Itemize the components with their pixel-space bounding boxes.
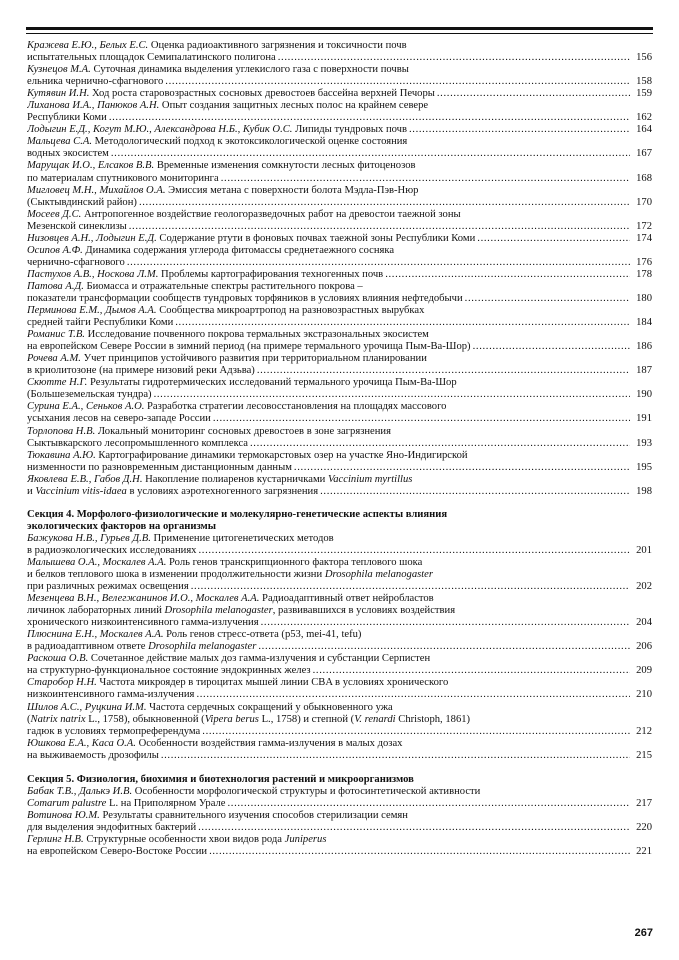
toc-entry-text: низменности по разновременным дистанционным данным (27, 461, 292, 473)
toc-entry[interactable] (27, 136, 652, 160)
leader-dots (165, 76, 630, 88)
leader-dots (257, 365, 630, 377)
toc-entry[interactable] (27, 810, 652, 834)
section-heading-line: экологических факторов на организмы (27, 520, 217, 532)
toc-entry-line (27, 750, 652, 762)
toc-entry-line (27, 726, 652, 738)
toc-entry[interactable] (27, 64, 652, 88)
toc-entry-text: чернично-сфагнового (27, 256, 125, 268)
toc-entry-line: Кузнецов М.А. Суточная динамика выделения углекислого газа с поверхности почвы (27, 64, 409, 76)
leader-dots (129, 221, 630, 233)
toc-page-number: 186 (636, 341, 652, 353)
toc-page-number: 190 (636, 389, 652, 401)
toc-entry[interactable] (27, 653, 652, 677)
leader-dots (465, 293, 630, 305)
toc-entry-line (27, 665, 652, 677)
toc-entry-line (27, 76, 652, 88)
toc-page-number: 180 (636, 292, 652, 304)
toc-entry-text: для выделения эндофитных бактерий (27, 821, 197, 833)
toc-entry-text: испытательных площадок Семипалатинского полигона (27, 52, 276, 64)
toc-entry-line: Вотинова Ю.М. Результаты сравнительного изучения способов стерилизации семян (27, 809, 408, 821)
toc-entry-text: на европейском Севере России в зимний период (на примере термального урочища Пым-Ва-Шор) (27, 341, 471, 353)
toc-entry-line (27, 438, 652, 450)
toc-entry-text: низкоинтенсивного гамма-излучения (27, 689, 195, 701)
toc-entry-text: в радиоадаптивном ответе Drosophila melanogaster (27, 641, 257, 653)
toc-entry-line: Юшкова Е.А., Каса О.А. Особенности воздействия гамма-излучения в малых дозах (27, 737, 403, 749)
toc-entry-line: Марущак И.О., Елсаков В.В. Временные изменения сомкнутости лесных фитоценозов (27, 160, 416, 172)
toc-entry-text: водных экосистем (27, 148, 109, 160)
toc-page-number: 191 (636, 413, 652, 425)
toc-entry-line (27, 581, 652, 593)
toc-page-number: 162 (636, 112, 652, 124)
toc-entry-line (27, 822, 652, 834)
toc-entry-text: Кутявин И.Н. Ход роста старовозрастных сосновых древостоев бассейна верхней Печоры (27, 88, 435, 100)
toc-entry-line (27, 52, 652, 64)
toc-entry-line (27, 641, 652, 653)
leader-dots (385, 269, 630, 281)
leader-dots (111, 148, 630, 160)
leader-dots (278, 52, 630, 64)
toc-entry-line: Раскоша О.В. Сочетанное действие малых доз гамма-излучения и субстанции Серпистен (27, 653, 431, 665)
toc-page-number: 170 (636, 196, 652, 208)
toc-entry[interactable] (27, 209, 652, 233)
toc-entry[interactable] (27, 233, 652, 245)
toc-entry-line (27, 148, 652, 160)
toc-entry-line: Малышева О.А., Москалев А.А. Роль генов транскрипционного фактора теплового шока (27, 556, 423, 568)
toc-entry-line (27, 317, 652, 329)
leader-dots (473, 341, 630, 353)
toc-page-number: 156 (636, 52, 652, 64)
toc-entry-text: по материалам спутникового мониторинга (27, 172, 219, 184)
top-rule-thick (26, 27, 653, 30)
toc-entry-line (27, 269, 652, 281)
toc-page-number: 220 (636, 821, 652, 833)
leader-dots (261, 617, 630, 629)
leader-dots (139, 197, 630, 209)
leader-dots (409, 124, 630, 136)
toc-page-number: 206 (636, 641, 652, 653)
toc-entry-line: (Natrix natrix L., 1758), обыкновенной (Vipera berus L., 1758) и степной (V. renardi Christoph, 1861) (27, 713, 471, 725)
toc-page-number: 198 (636, 485, 652, 497)
toc-page-number: 187 (636, 365, 652, 377)
toc-entry-line: Шилов А.С., Руцкина И.М. Частота сердечных сокращений у обыкновенного ужа (27, 701, 393, 713)
toc-entry-text: Comarum palustre L. на Приполярном Урале (27, 797, 226, 809)
toc-entry-line (27, 341, 652, 353)
leader-dots (477, 233, 630, 245)
toc-entry-line (27, 389, 652, 401)
toc-entry-line (27, 413, 652, 425)
toc-entry-line: Яковлева Е.В., Габов Д.Н. Накопление полиаренов кустарничками Vaccinium myrtillus (27, 473, 413, 485)
toc-entry-text: Лодыгин Е.Д., Когут М.Ю., Александрова Н.Б., Кубик О.С. Липиды тундровых почв (27, 124, 407, 136)
toc-entry[interactable] (27, 401, 652, 425)
toc-entry-text: на структурно-функциональное состояние эндокринных желез (27, 665, 311, 677)
toc-entry-text: (Сыктывдинский район) (27, 196, 137, 208)
toc-page-number: 201 (636, 544, 652, 556)
leader-dots (198, 545, 630, 557)
toc-entry-line: личинок лабораторных линий Drosophila melanogaster, развивавшихся в условиях воздействия (27, 605, 456, 617)
toc-entry-line: Торлопова Н.В. Локальный мониторинг сосновых древостоев в зоне загрязнения (27, 425, 391, 437)
toc-entry[interactable] (27, 88, 652, 100)
toc-entry-line (27, 617, 652, 629)
toc-page-number: 217 (636, 797, 652, 809)
page-number: 267 (634, 927, 653, 939)
toc-entry[interactable] (27, 702, 652, 738)
toc-entry-line (27, 173, 652, 185)
toc-entry-text: и Vaccinium vitis-idaea в условиях аэротехногенного загрязнения (27, 485, 319, 497)
toc-entry[interactable] (27, 185, 652, 209)
leader-dots (227, 798, 630, 810)
toc-entry[interactable] (27, 124, 652, 136)
toc-entry[interactable] (27, 629, 652, 653)
toc-entry[interactable] (27, 533, 652, 557)
leader-dots (154, 389, 630, 401)
toc-entry-text: усыхания лесов на северо-западе России (27, 413, 211, 425)
toc-entry-line: Бабак Т.В., Далькэ И.В. Особенности морфологической структуры и фотосинтетической активности (27, 785, 481, 797)
toc-entry[interactable] (27, 593, 652, 629)
toc-entry[interactable] (27, 786, 652, 810)
toc-entry-line (27, 689, 652, 701)
toc-entry-line: Патова А.Д. Биомасса и отражательные спектры растительного покрова – (27, 280, 363, 292)
toc-entry-line (27, 365, 652, 377)
leader-dots (196, 689, 630, 701)
toc-page-number: 159 (636, 88, 652, 100)
toc-entry-line: Старобор Н.Н. Частота микроядер в тироцитах мышей линии CBA в условиях хронического (27, 677, 449, 689)
toc-entry-line (27, 846, 652, 858)
toc-entry[interactable] (27, 557, 652, 593)
toc-entry[interactable] (27, 377, 652, 401)
leader-dots (161, 750, 630, 762)
table-of-contents (27, 40, 652, 858)
toc-entry[interactable] (27, 329, 652, 353)
toc-entry-line (27, 293, 652, 305)
toc-entry-line: Романис Т.В. Исследование почвенного покрова термальных экстразональных экосистем (27, 329, 429, 341)
toc-page-number: 204 (636, 617, 652, 629)
toc-page-number: 184 (636, 317, 652, 329)
toc-page-number: 221 (636, 846, 652, 858)
toc-page-number: 215 (636, 749, 652, 761)
section-heading-line: Секция 4. Морфолого-физиологические и молекулярно-генетические аспекты влияния (27, 508, 448, 520)
leader-dots (109, 112, 630, 124)
leader-dots (250, 438, 630, 450)
toc-page-number: 167 (636, 148, 652, 160)
leader-dots (213, 413, 630, 425)
toc-entry-text: в криолитозоне (на примере низовий реки Адзьва) (27, 365, 255, 377)
toc-entry-line: Кражева Е.Ю., Белых Е.С. Оценка радиоактивного загрязнения и токсичности почв (27, 40, 407, 51)
toc-entry[interactable] (27, 834, 652, 858)
toc-page-number: 178 (636, 268, 652, 280)
toc-page-number: 174 (636, 232, 652, 244)
toc-entry-line (27, 124, 652, 136)
toc-entry-text: Сыктывкарского лесопромышленного комплекса (27, 437, 248, 449)
toc-entry-text: Мезенской синеклизы (27, 220, 127, 232)
toc-entry[interactable] (27, 474, 652, 498)
leader-dots (294, 462, 630, 474)
toc-entry-line: Плюснина Е.Н., Москалев А.А. Роль генов стресс-ответа (p53, mei-41, tefu) (27, 629, 362, 641)
toc-entry-text: гадюк в условиях термопреферендума (27, 725, 201, 737)
toc-entry-text: показатели трансформации сообществ тундровых торфяников в условиях влияния нефтедобычи (27, 292, 463, 304)
toc-entry-line (27, 197, 652, 209)
top-rule-thin (26, 33, 653, 34)
toc-entry[interactable] (27, 738, 652, 762)
toc-entry-line: Сурина Е.А., Сеньков А.О. Разработка стратегии лесовосстановления на площадях массового (27, 401, 447, 413)
toc-entry-text: ельника чернично-сфагнового (27, 76, 164, 88)
toc-entry-line: и белков теплового шока в изменении продолжительности жизни Drosophila melanogaster (27, 569, 434, 581)
leader-dots (198, 822, 630, 834)
toc-entry-line (27, 257, 652, 269)
leader-dots (221, 173, 630, 185)
leader-dots (209, 846, 630, 858)
toc-entry[interactable] (27, 450, 652, 474)
leader-dots (320, 486, 630, 498)
toc-entry-line: Осипов А.Ф. Динамика содержания углерода фитомассы среднетаежного сосняка (27, 244, 395, 256)
toc-entry[interactable] (27, 245, 652, 269)
toc-entry-line (27, 486, 652, 498)
toc-entry[interactable] (27, 160, 652, 184)
toc-entry-line: Рочева А.М. Учет принципов устойчивого развития при территориальном планировании (27, 353, 427, 365)
section-heading (27, 774, 652, 786)
toc-page-number: 176 (636, 256, 652, 268)
toc-entry-line: Скютте Н.Г. Результаты гидротермических исследований термального урочища Пым-Ва-Шор (27, 377, 457, 389)
toc-entry-line: Перминова Е.М., Дымов А.А. Сообщества микроартропод на разновозрастных вырубках (27, 305, 425, 317)
section-heading (27, 509, 652, 533)
toc-entry-line: Мигловец М.Н., Михайлов О.А. Эмиссия метана с поверхности болота Мэдла-Пэв-Нюр (27, 184, 419, 196)
toc-page-number: 195 (636, 461, 652, 473)
toc-entry-line: Герлинг Н.В. Структурные особенности хвои видов рода Juniperus (27, 834, 327, 845)
toc-entry-line: Лиханова И.А., Панюков А.Н. Опыт создания защитных лесных полос на крайнем севере (27, 100, 429, 112)
toc-entry-text: средней тайги Республики Коми (27, 317, 174, 329)
toc-entry-line (27, 462, 652, 474)
toc-entry[interactable] (27, 269, 652, 281)
toc-entry-line: Мальцева С.А. Методологический подход к экотоксикологической оценке состояния (27, 136, 408, 148)
toc-entry-text: Пастухов А.В., Носкова Л.М. Проблемы картографирования техногенных почв (27, 268, 384, 280)
toc-entry[interactable] (27, 100, 652, 124)
toc-entry-line (27, 798, 652, 810)
toc-entry-line: Тюкавина А.Ю. Картографирование динамики термокарстовых озер на участке Яно-Индигирской (27, 449, 468, 461)
leader-dots (202, 726, 630, 738)
leader-dots (258, 641, 630, 653)
toc-entry-line: Мезенцева В.Н., Велегжанинов И.О., Москалев А.А. Радиоадаптивный ответ нейробластов (27, 593, 434, 605)
toc-entry-line (27, 88, 652, 100)
toc-entry-line: Мосеев Д.С. Антропогенное воздействие геологоразведочных работ на древостои таежной зоны (27, 208, 461, 220)
toc-page-number: 209 (636, 665, 652, 677)
toc-entry-text: при различных режимах освещения (27, 581, 189, 593)
leader-dots (175, 317, 630, 329)
toc-entry-line: Бажукова Н.В., Гурьев Д.В. Применение цитогенетических методов (27, 532, 334, 544)
toc-page-number: 164 (636, 124, 652, 136)
toc-entry[interactable] (27, 353, 652, 377)
toc-entry-text: Республики Коми (27, 112, 107, 124)
toc-page-number: 212 (636, 725, 652, 737)
toc-entry-text: Низовцев А.Н., Лодыгин Е.Д. Содержание ртути в фоновых почвах таежной зоны Республики Коми (27, 232, 476, 244)
toc-entry[interactable] (27, 677, 652, 701)
toc-entry-text: (Большеземельская тундра) (27, 389, 152, 401)
toc-entry[interactable] (27, 281, 652, 305)
toc-page-number: 202 (636, 581, 652, 593)
toc-entry-text: на европейском Северо-Востоке России (27, 846, 208, 858)
toc-page-number: 210 (636, 689, 652, 701)
toc-entry-line (27, 221, 652, 233)
toc-entry-line (27, 545, 652, 557)
toc-entry-text: на выживаемость дрозофилы (27, 749, 159, 761)
toc-entry-text: в радиоэкологических исследованиях (27, 544, 197, 556)
leader-dots (437, 88, 630, 100)
toc-entry[interactable] (27, 426, 652, 450)
toc-entry-line (27, 233, 652, 245)
toc-page-number: 193 (636, 437, 652, 449)
leader-dots (191, 581, 630, 593)
toc-page-number: 158 (636, 76, 652, 88)
toc-entry[interactable] (27, 305, 652, 329)
leader-dots (127, 257, 630, 269)
toc-entry-line (27, 112, 652, 124)
leader-dots (313, 665, 630, 677)
toc-entry-text: хронического низкоинтенсивного гамма-излучения (27, 617, 259, 629)
toc-page-number: 168 (636, 172, 652, 184)
toc-page-number: 172 (636, 220, 652, 232)
section-heading-line: Секция 5. Физиология, биохимия и биотехнология растений и микроорганизмов (27, 773, 414, 785)
toc-entry[interactable] (27, 40, 652, 64)
